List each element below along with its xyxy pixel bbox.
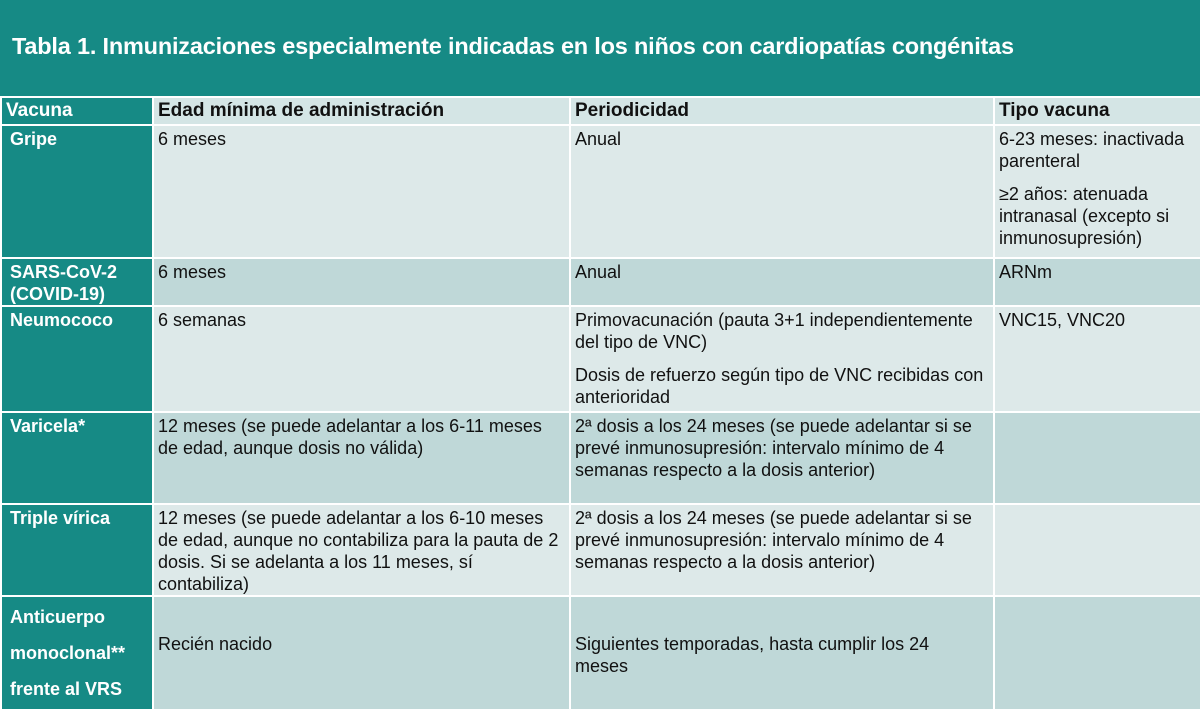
tipo-cell [994,125,1200,258]
periodicidad-cell: 2ª dosis a los 24 meses (se puede adelantar si se prevé inmunosupresión: intervalo mínimo de 4 semanas respecto a la dosis anterior) [570,504,994,596]
tipo-line: 6-23 meses: inactivada parenteral [999,129,1185,171]
edad-cell: 12 meses (se puede adelantar a los 6-11 meses de edad, aunque dosis no válida) [153,412,570,504]
header-row [1,97,1200,125]
header-periodicidad: Periodicidad [570,97,994,125]
vacuna-cell: Varicela* [1,412,153,504]
vacuna-line: monoclonal** [10,643,126,663]
header-vacuna: Vacuna [1,97,153,125]
vacuna-cell: Triple vírica [1,504,153,596]
table-row [1,504,1200,596]
vacuna-cell: Neumococo [1,306,153,412]
table-row [1,306,1200,412]
table-row [1,412,1200,504]
immunization-table [0,96,1200,711]
periodicidad-cell [570,306,994,412]
table-row [1,596,1200,710]
tipo-cell [994,596,1200,710]
vacuna-line: frente al VRS [10,679,123,699]
tipo-cell [994,412,1200,504]
tipo-cell: ARNm [994,258,1200,306]
vacuna-cell: Gripe [1,125,153,258]
vacuna-cell [1,596,153,710]
edad-cell: Recién nacido [153,596,570,710]
edad-cell: 6 meses [153,125,570,258]
header-edad: Edad mínima de administración [153,97,570,125]
table-row [1,125,1200,258]
title-bar [0,0,1200,96]
periodicidad-cell: Anual [570,125,994,258]
vacuna-cell: SARS-CoV-2 (COVID-19) [1,258,153,306]
tipo-cell [994,504,1200,596]
periodicidad-cell: Anual [570,258,994,306]
edad-cell: 12 meses (se puede adelantar a los 6-10 meses de edad, aunque no contabiliza para la pauta de 2 dosis. Si se adelanta a los 11 meses, sí contabiliza) [153,504,570,596]
vacuna-line: Anticuerpo [10,607,106,627]
tipo-cell: VNC15, VNC20 [994,306,1200,412]
edad-cell: 6 semanas [153,306,570,412]
table-title: Tabla 1. Inmunizaciones especialmente indicadas en los niños con cardiopatías congénitas [12,33,1014,59]
periodicidad-cell: 2ª dosis a los 24 meses (se puede adelantar si se prevé inmunosupresión: intervalo mínimo de 4 semanas respecto a la dosis anterior) [570,412,994,504]
periodicidad-cell: Siguientes temporadas, hasta cumplir los 24 meses [570,596,994,710]
table-row [1,258,1200,306]
periodicidad-line: Dosis de refuerzo según tipo de VNC recibidas con anterioridad [575,365,984,407]
tipo-line: ≥2 años: atenuada intranasal (excepto si inmunosupresión) [999,184,1170,248]
header-tipo: Tipo vacuna [994,97,1200,125]
edad-cell: 6 meses [153,258,570,306]
periodicidad-line: Primovacunación (pauta 3+1 independientemente del tipo de VNC) [575,310,973,352]
